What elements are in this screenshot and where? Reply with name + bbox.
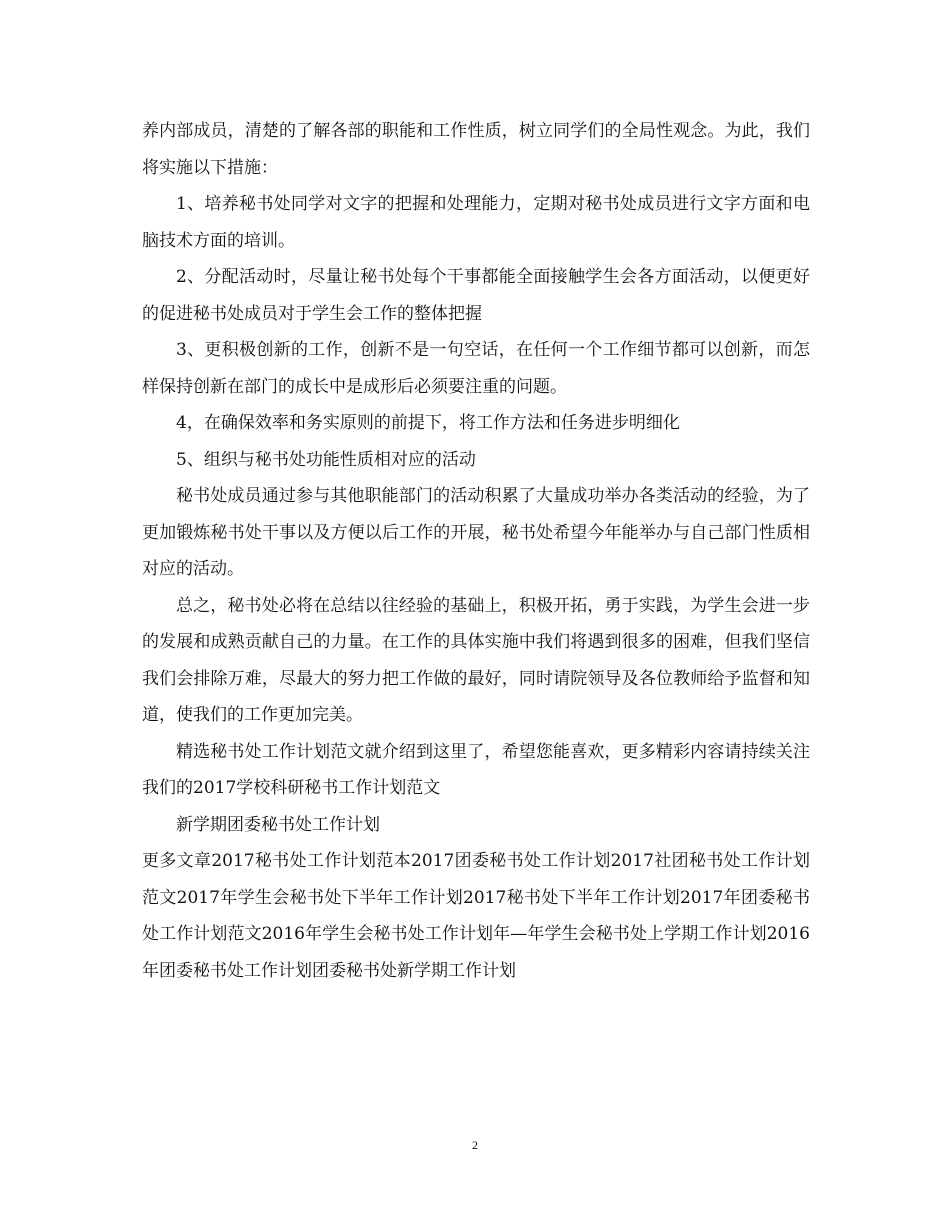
paragraph-measure-4: 4，在确保效率和务实原则的前提下，将工作方法和任务进步明细化 [176,413,680,433]
paragraph-measure-3: 3、更积极创新的工作，创新不是一句空话，在任何一个工作细节都可以创新，而怎样保持创新在部门的成长中是成形后必须要注重的问题。 [142,340,810,397]
paragraph-more-articles: 更多文章2017秘书处工作计划范本2017团委秘书处工作计划2017社团秘书处工作计划范文2017年学生会秘书处下半年工作计划2017秘书处下半年工作计划2017年团委秘书处工作计划范文2016年学生会秘书处工作计划年—年学生会秘书处上学期工作计划2016年团委秘书处工作计划团委秘书处新学期工作计划 [142,851,810,981]
paragraph-closing: 精选秘书处工作计划范文就介绍到这里了，希望您能喜欢，更多精彩内容请持续关注我们的2017学校科研秘书工作计划范文 [142,741,810,798]
paragraph-measure-5: 5、组织与秘书处功能性质相对应的活动 [176,449,476,470]
paragraph-summary: 总之，秘书处必将在总结以往经验的基础上，积极开拓，勇于实践，为学生会进一步的发展和成熟贡献自己的力量。在工作的具体实施中我们将遇到很多的困难，但我们坚信我们会排除万难，尽最大的努力把工作做的最好，同时请院领导及各位教师给予监督和知道，使我们的工作更加完美。 [142,595,810,725]
page-number: 2 [472,1138,478,1152]
paragraph-measure-2: 2、分配活动时，尽量让秘书处每个干事都能全面接触学生会各方面活动，以便更好的促进秘书处成员对于学生会工作的整体把握 [142,267,810,324]
paragraph-continuation: 养内部成员，清楚的了解各部的职能和工作性质，树立同学们的全局性观念。为此，我们将实施以下措施： [142,121,810,178]
document-body [142,113,810,989]
paragraph-measure-1: 1、培养秘书处同学对文字的把握和处理能力，定期对秘书处成员进行文字方面和电脑技术方面的培训。 [142,194,810,251]
paragraph-related-title: 新学期团委秘书处工作计划 [176,814,380,835]
paragraph-activities: 秘书处成员通过参与其他职能部门的活动积累了大量成功举办各类活动的经验，为了更加锻炼秘书处干事以及方便以后工作的开展，秘书处希望今年能举办与自己部门性质相对应的活动。 [142,486,810,579]
